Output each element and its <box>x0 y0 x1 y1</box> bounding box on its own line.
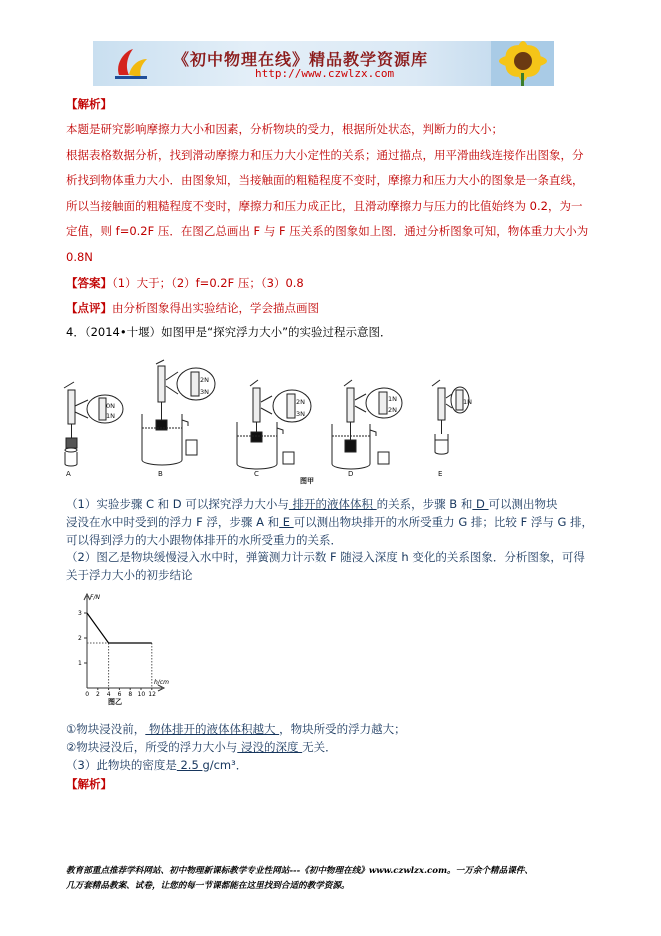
analysis-line-1: 本题是研究影响摩擦力大小和因素，分析物块的受力，根据所处状态，判断力的大小； <box>66 122 503 136</box>
comment-label: 【点评】 <box>66 301 112 315</box>
step-a-apparatus <box>64 382 123 466</box>
zoom-a-bottom: 1N <box>106 412 115 420</box>
part-3-pre: （3）此物块的密度是 <box>66 758 177 772</box>
answer-blank-1: 排开的液体体积 <box>288 497 377 511</box>
part-1-line-3: 可以得到浮力的大小跟物体排开的水所受重力的关系． <box>66 533 342 547</box>
part-2-line-1: （2）图乙是物块缓慢浸入水中时，弹簧测力计示数 F 随浸入深度 h 变化的关系图象．分析图象，可得 <box>66 550 585 564</box>
answer-label: 【答案】 <box>66 276 112 290</box>
sunflower-icon <box>491 41 554 86</box>
analysis-heading: 【解析】 <box>66 97 112 111</box>
series-line <box>87 613 152 643</box>
footer-line-2: 几万套精品教案、试卷，让您的每一节课都能在这里找到合适的教学资源。 <box>66 881 350 891</box>
comment-line <box>66 301 319 315</box>
x-tick-label-12: 12 <box>148 691 156 698</box>
part-1-line-1 <box>66 497 558 511</box>
step-label-b: B <box>158 470 163 478</box>
x-tick-label-0: 0 <box>85 691 90 698</box>
part-1-text-a: （1）实验步骤 C 和 D 可以探究浮力大小与 <box>66 497 289 511</box>
answer-text: （1）大于；（2）f=0.2F 压；（3）0.8 <box>112 276 304 290</box>
banner-url: http://www.czwlzx.com <box>255 67 395 80</box>
conclusion-1-pre: ①物块浸没前， <box>66 722 146 736</box>
x-tick-label-6: 6 <box>117 691 122 698</box>
zoom-a-top: 0N <box>106 402 115 410</box>
graph-caption: 图乙 <box>108 698 122 706</box>
step-label-e: E <box>438 470 443 478</box>
x-tick-label-4: 4 <box>106 691 111 698</box>
question-4-stem: 4．（2014•十堰）如图甲是“探究浮力大小”的实验过程示意图． <box>66 325 392 339</box>
zoom-c-top: 2N <box>296 398 305 406</box>
banner-title: 《初中物理在线》精品教学资源库 <box>173 50 429 69</box>
conclusion-1 <box>66 722 406 736</box>
part-2-line-2: 关于浮力大小的初步结论 <box>66 568 193 582</box>
y-tick-label-1: 1 <box>78 660 82 667</box>
step-label-c: C <box>254 470 259 478</box>
step-e-apparatus <box>432 380 469 454</box>
analysis-2-heading: 【解析】 <box>66 777 112 791</box>
analysis-line-4: 所以当接触面的粗糙程度不变时，摩擦力和压力成正比，且滑动摩擦力与压力的比值始终为 0.2，为一 <box>66 199 583 213</box>
site-logo-icon <box>111 45 151 83</box>
conclusion-2-post: 无关． <box>302 740 337 754</box>
y-axis-label: F/N <box>90 594 100 601</box>
analysis-line-5: 定值，则 f=0.2F 压．在图乙总画出 F 与 F 压关系的图象如上图．通过分析图象可知，物体重力大小为 <box>66 224 589 238</box>
figure-jia <box>60 360 470 485</box>
part-1-text-e: 可以测出物块排开的水所受重力 G 排；比较 F 浮与 G 排， <box>293 515 594 529</box>
figure-jia-caption: 图甲 <box>300 477 314 485</box>
part-1-text-b: 的关系，步骤 B 和 <box>376 497 473 511</box>
comment-text: 由分析图象得出实验结论，学会描点画图 <box>112 301 319 315</box>
answer-blank-2: D <box>472 497 489 511</box>
step-label-d: D <box>348 470 354 478</box>
answer-blank-5: 浸没的深度 <box>237 740 303 754</box>
answer-blank-6: 2.5 <box>176 758 203 772</box>
x-tick-label-2: 2 <box>96 691 100 698</box>
zoom-d-bottom: 2N <box>388 406 397 414</box>
step-d-apparatus <box>332 380 402 469</box>
answer-line <box>66 276 304 290</box>
answer-blank-4: 物体排开的液体体积越大 <box>145 722 280 736</box>
part-3-post: g/cm³． <box>202 758 248 772</box>
answer-blank-3: E <box>279 515 294 529</box>
zoom-d-top: 1N <box>388 395 397 403</box>
analysis-line-2: 根据表格数据分析，找到滑动摩擦力和压力大小定性的关系；通过描点，用平滑曲线连接作出图象，分 <box>66 148 584 162</box>
analysis-line-6: 0.8N <box>66 250 93 264</box>
part-1-text-d: 浸没在水中时受到的浮力 F 浮，步骤 A 和 <box>66 515 280 529</box>
zoom-e-label: 1N <box>463 398 472 406</box>
part-1-line-2 <box>66 515 593 529</box>
step-c-apparatus <box>237 380 311 469</box>
zoom-c-bottom: 3N <box>296 410 305 418</box>
analysis-line-3: 析找到物体重力大小．由图象知，当接触面的粗糙程度不变时，摩擦力和压力大小的图象是一条直线， <box>66 173 584 187</box>
zoom-b-top: 2N <box>200 376 209 384</box>
y-tick-label-2: 2 <box>78 635 82 642</box>
x-axis-label: h/cm <box>154 679 169 686</box>
zoom-b-bottom: 3N <box>200 388 209 396</box>
conclusion-1-post: ，物块所受的浮力越大； <box>279 722 406 736</box>
conclusion-2 <box>66 740 337 754</box>
part-1-text-c: 可以测出物块 <box>488 497 558 511</box>
conclusion-2-pre: ②物块浸没后，所受的浮力大小与 <box>66 740 238 754</box>
header-banner <box>93 41 554 86</box>
x-tick-label-8: 8 <box>128 691 133 698</box>
part-3-line <box>66 758 247 772</box>
footer-line-1: 教育部重点推荐学科网站、初中物理新课标教学专业性网站---《初中物理在线》www.czwlzx.com。一万余个精品课件、 <box>66 866 533 876</box>
step-label-a: A <box>66 470 71 478</box>
y-tick-label-3: 3 <box>78 610 82 617</box>
graph-yi <box>64 588 174 713</box>
x-tick-label-10: 10 <box>137 691 146 698</box>
